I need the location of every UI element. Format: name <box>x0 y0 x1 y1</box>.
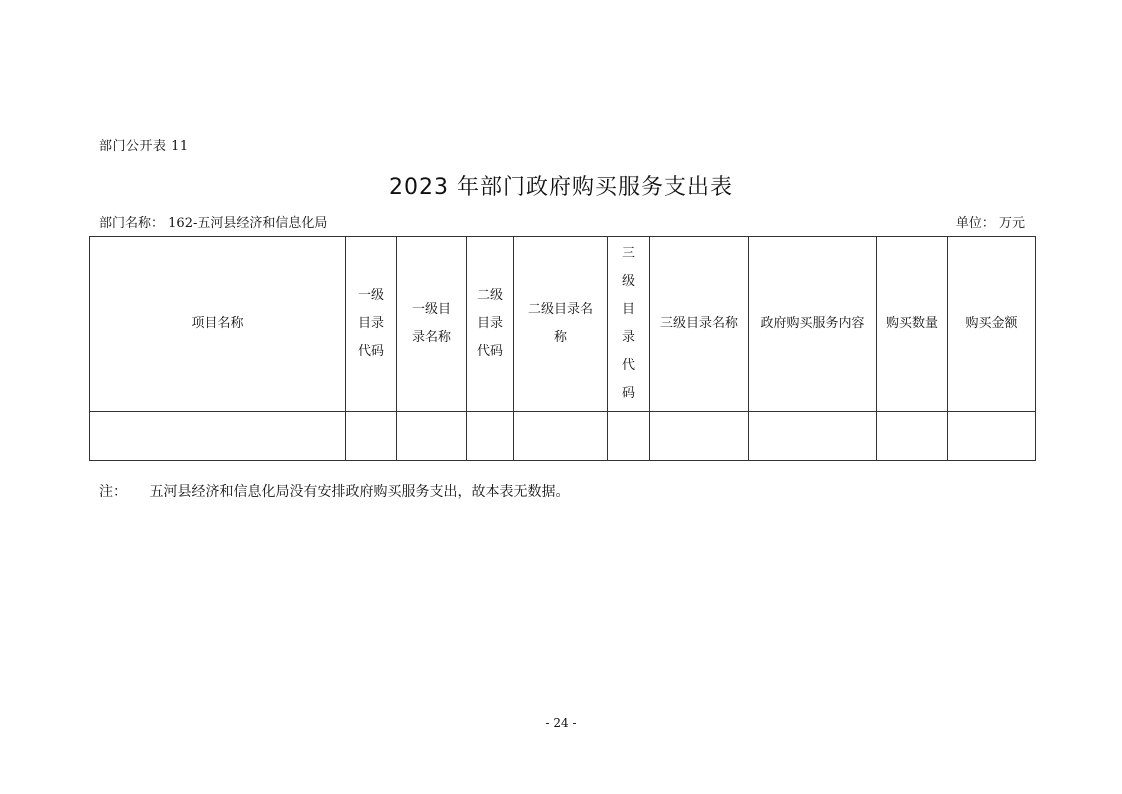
unit-value: 万元 <box>998 216 1025 231</box>
table-cell <box>877 412 948 461</box>
table-cell <box>397 412 467 461</box>
table-header-row <box>90 237 1036 412</box>
table-id-label: 部门公开表 11 <box>99 139 189 154</box>
header-level1-name: 一级目录名称 <box>397 237 467 412</box>
table-cell <box>749 412 877 461</box>
department-info <box>99 212 327 231</box>
department-label: 部门名称： <box>99 216 165 231</box>
header-level1-code: 一级目录代码 <box>346 237 397 412</box>
header-purchase-amount: 购买金额 <box>948 237 1036 412</box>
note-text: 五河县经济和信息化局没有安排政府购买服务支出，故本表无数据。 <box>149 484 570 500</box>
table-row <box>90 412 1036 461</box>
header-level2-name: 二级目录名称 <box>514 237 608 412</box>
header-service-content: 政府购买服务内容 <box>749 237 877 412</box>
table-cell <box>948 412 1036 461</box>
expenditure-table <box>89 236 1036 461</box>
unit-label: 单位： <box>955 216 995 231</box>
page-number: - 24 - <box>545 716 577 730</box>
table-cell <box>514 412 608 461</box>
table-cell <box>608 412 650 461</box>
header-project-name: 项目名称 <box>90 237 346 412</box>
department-name: 162-五河县经济和信息化局 <box>168 216 328 231</box>
table-note <box>99 481 569 501</box>
header-level3-code: 三级目录代码 <box>608 237 650 412</box>
table-cell <box>467 412 514 461</box>
table-cell <box>346 412 397 461</box>
note-label: 注： <box>99 484 127 500</box>
header-level2-code: 二级目录代码 <box>467 237 514 412</box>
table-cell <box>650 412 749 461</box>
header-level3-name: 三级目录名称 <box>650 237 749 412</box>
header-purchase-quantity: 购买数量 <box>877 237 948 412</box>
unit-info <box>956 212 1025 231</box>
table-cell <box>90 412 346 461</box>
page-title: 2023 年部门政府购买服务支出表 <box>389 175 733 200</box>
